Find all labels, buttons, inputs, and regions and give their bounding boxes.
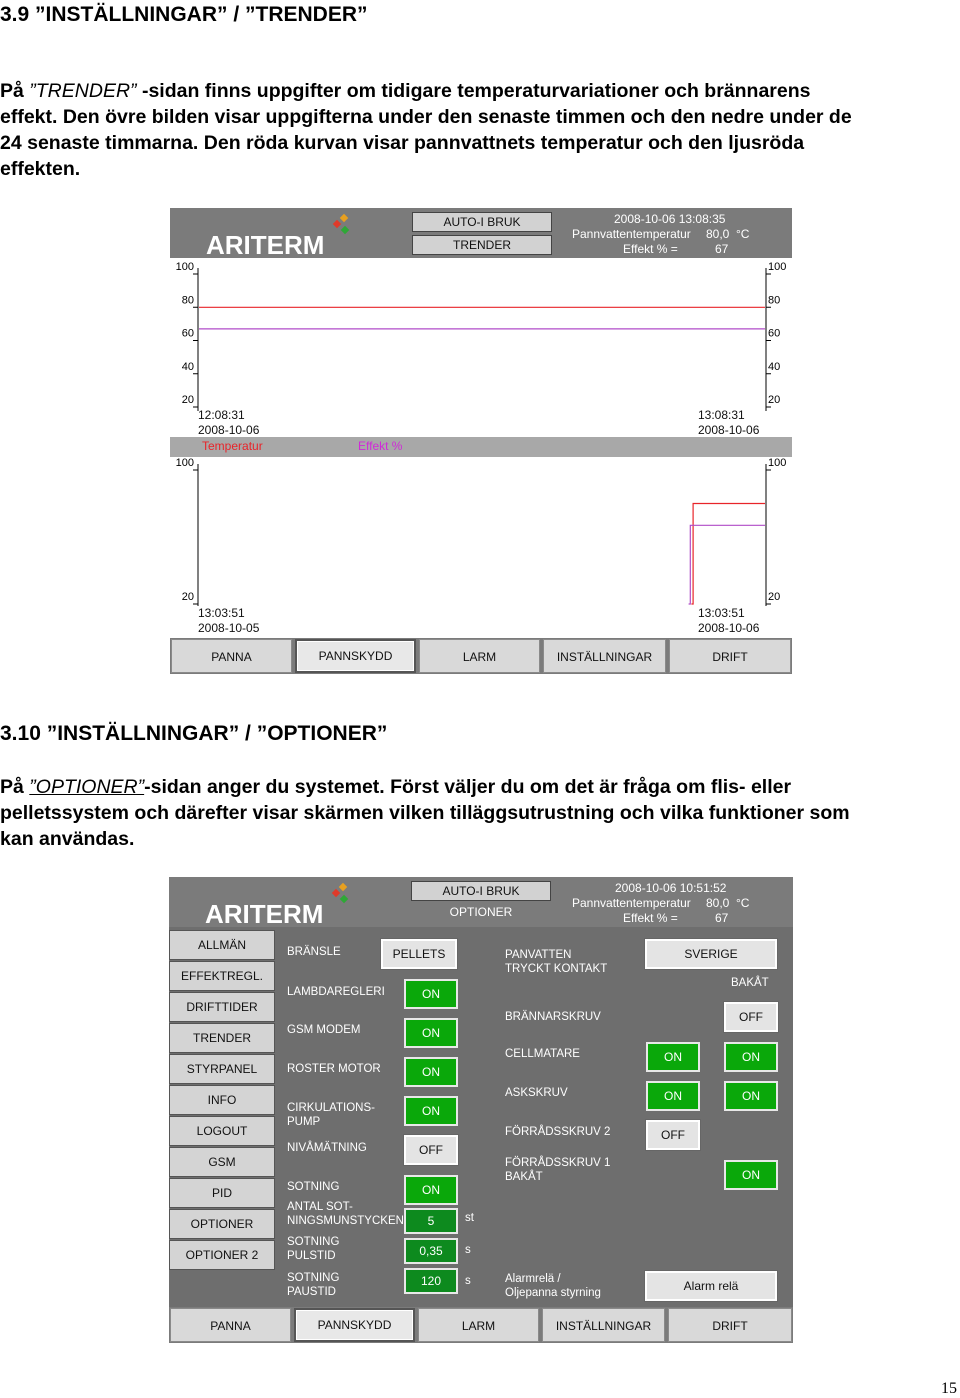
label-askskruv: ASKSKRUV <box>505 1087 568 1099</box>
header-datetime: 2008-10-06 13:08:35 <box>614 212 726 226</box>
sotning-toggle[interactable]: ON <box>404 1175 458 1205</box>
antal-unit: st <box>465 1212 474 1224</box>
lambdaregleri-toggle[interactable]: ON <box>404 979 458 1009</box>
pulstid-input[interactable]: 0,35 <box>404 1238 458 1264</box>
header-effect-label: Effekt % = <box>623 911 678 925</box>
cellmatare-toggle-2[interactable]: ON <box>724 1042 778 1072</box>
nav-panna[interactable]: PANNA <box>171 639 292 673</box>
paragraph-trender-line1 <box>0 78 810 104</box>
label-sotning: SOTNING <box>287 1181 340 1193</box>
menu-info[interactable]: INFO <box>169 1085 275 1115</box>
cirkulationspump-toggle[interactable]: ON <box>404 1096 458 1126</box>
section-heading-trender: 3.9 ”INSTÄLLNINGAR” / ”TRENDER” <box>0 3 368 26</box>
gsm-modem-toggle[interactable]: ON <box>404 1018 458 1048</box>
screen-header <box>169 877 793 927</box>
label-forradsskruv-1-bakat: FÖRRÅDSSKRUV 1 BAKÅT <box>505 1157 611 1183</box>
label-cellmatare: CELLMATARE <box>505 1048 580 1060</box>
screen-header <box>170 208 792 258</box>
optioner-screen <box>169 877 793 1343</box>
label-panvatten-tryckt-kontakt: PANVATTEN TRYCKT KONTAKT <box>505 949 608 975</box>
legend-temperature: Temperatur <box>202 439 263 453</box>
menu-effektregl[interactable]: EFFEKTREGL. <box>169 961 275 991</box>
header-temp-value: 80,0 <box>706 896 730 910</box>
para-rest: -sidan finns uppgifter om tidigare temperaturvariationer och brännarens <box>136 80 811 102</box>
para-pre: På <box>0 80 30 102</box>
series-line-effekt <box>689 525 765 604</box>
tick-label-right: 20 <box>768 591 781 603</box>
header-effect-label: Effekt % = <box>623 242 678 256</box>
roster-motor-toggle[interactable]: ON <box>404 1057 458 1087</box>
para-rest: -sidan anger du systemet. Först väljer du om det är fråga om flis- eller <box>144 776 792 798</box>
label-bakat: BAKÅT <box>731 977 769 989</box>
askskruv-toggle-2[interactable]: ON <box>724 1081 778 1111</box>
menu-trender[interactable]: TRENDER <box>169 1023 275 1053</box>
upper-start-time: 12:08:31 <box>198 408 245 422</box>
header-effect-value: 67 <box>715 242 729 256</box>
forradsskruv-1-bakat-toggle[interactable]: ON <box>724 1160 778 1190</box>
label-brannarskruv: BRÄNNARSKRUV <box>505 1011 601 1023</box>
tick-label-left: 40 <box>181 360 194 373</box>
cellmatare-toggle-1[interactable]: ON <box>646 1042 700 1072</box>
label-lambdaregleri: LAMBDAREGLERI <box>287 986 385 998</box>
paragraph-optioner-line3: kan användas. <box>0 828 135 850</box>
header-temp-unit: °C <box>736 227 750 241</box>
brannarskruv-bakat-toggle[interactable]: OFF <box>724 1002 778 1032</box>
paragraph-trender-line3: 24 senaste timmarna. Den röda kurvan visar pannvattnets temperatur och den ljusröda <box>0 132 805 154</box>
nav-drift[interactable]: DRIFT <box>669 639 791 673</box>
label-bransle: BRÄNSLE <box>287 946 341 958</box>
paragraph-trender-line4: effekten. <box>0 158 81 180</box>
paragraph-optioner-line2: pelletssystem och därefter visar skärmen vilken tilläggsutrustning och vilka funktioner som <box>0 802 850 824</box>
label-sotning-paustid: SOTNING PAUSTID <box>287 1272 340 1298</box>
label-sotning-pulstid: SOTNING PULSTID <box>287 1236 340 1262</box>
status-box: AUTO-I BRUK <box>412 212 552 232</box>
paustid-input[interactable]: 120 <box>404 1268 458 1294</box>
header-temp-value: 80,0 <box>706 227 730 241</box>
nav-pannskydd[interactable]: PANNSKYDD <box>294 1308 415 1342</box>
ariterm-logo: ARITERM <box>206 230 325 260</box>
label-nivamatning: NIVÅMÄTNING <box>287 1142 367 1154</box>
page-title-box: OPTIONER <box>411 902 551 922</box>
nav-drift[interactable]: DRIFT <box>668 1308 792 1342</box>
paragraph-trender-line2: effekt. Den övre bilden visar uppgifterna under den senaste timmen och den nedre under de <box>0 106 852 128</box>
nav-pannskydd[interactable]: PANNSKYDD <box>295 639 416 673</box>
series-line-temperatur <box>691 504 765 605</box>
ariterm-logo: ARITERM <box>205 899 324 929</box>
header-datetime: 2008-10-06 10:51:52 <box>615 881 727 895</box>
label-antal-sotningsmunstycken: ANTAL SOT- NINGSMUNSTYCKEN <box>287 1201 404 1227</box>
tick-label-right: 40 <box>768 360 781 373</box>
page-number: 15 <box>941 1380 957 1397</box>
askskruv-toggle-1[interactable]: ON <box>646 1081 700 1111</box>
land-button[interactable]: SVERIGE <box>645 939 777 969</box>
bottom-nav <box>169 1307 793 1343</box>
menu-drifttider[interactable]: DRIFTTIDER <box>169 992 275 1022</box>
tick-label-right: 60 <box>768 327 781 340</box>
menu-logout[interactable]: LOGOUT <box>169 1116 275 1146</box>
para-pre: På <box>0 776 30 798</box>
nivamatning-toggle[interactable]: OFF <box>404 1135 458 1165</box>
upper-start-date: 2008-10-06 <box>198 423 260 437</box>
tick-label-right: 80 <box>768 294 781 307</box>
tick-label-right: 20 <box>768 394 781 406</box>
trender-screen <box>170 208 792 674</box>
nav-larm[interactable]: LARM <box>419 639 540 673</box>
trender-reference: ”TRENDER” <box>29 80 137 102</box>
header-temp-label: Pannvattentemperatur <box>572 227 691 241</box>
legend-bar <box>170 437 792 457</box>
tick-label-left: 100 <box>175 458 194 469</box>
tick-label-left: 20 <box>181 394 194 406</box>
lower-trend-chart <box>170 458 792 606</box>
tick-label-left: 100 <box>175 261 194 273</box>
lower-end-time: 13:03:51 <box>698 606 745 620</box>
upper-end-date: 2008-10-06 <box>698 423 760 437</box>
ariterm-logo-icon <box>330 211 352 241</box>
menu-pid[interactable]: PID <box>169 1178 275 1208</box>
tick-label-right: 100 <box>768 458 787 469</box>
upper-end-time: 13:08:31 <box>698 408 745 422</box>
menu-optioner-2[interactable]: OPTIONER 2 <box>169 1240 275 1270</box>
menu-allman[interactable]: ALLMÄN <box>169 930 275 960</box>
header-temp-unit: °C <box>736 896 750 910</box>
lower-start-time: 13:03:51 <box>198 606 245 620</box>
ariterm-logo-icon <box>329 880 351 910</box>
alarm-rela-button[interactable]: Alarm relä <box>645 1271 777 1301</box>
label-roster-motor: ROSTER MOTOR <box>287 1063 381 1075</box>
optioner-reference: ”OPTIONER” <box>29 776 145 798</box>
bransle-button[interactable]: PELLETS <box>381 939 457 969</box>
page-title-box: TRENDER <box>412 235 552 255</box>
label-forradsskruv-2: FÖRRÅDSSKRUV 2 <box>505 1126 611 1138</box>
nav-installningar[interactable]: INSTÄLLNINGAR <box>543 639 666 673</box>
lower-end-date: 2008-10-06 <box>698 621 760 635</box>
nav-panna[interactable]: PANNA <box>170 1308 291 1342</box>
tick-label-left: 20 <box>181 591 194 603</box>
paragraph-optioner-line1 <box>0 774 791 800</box>
section-heading-optioner: 3.10 ”INSTÄLLNINGAR” / ”OPTIONER” <box>0 722 388 745</box>
label-alarmrela: Alarmrelä / Oljepanna styrning <box>505 1273 601 1299</box>
bottom-nav <box>170 638 792 674</box>
status-box: AUTO-I BRUK <box>411 881 551 901</box>
antal-munstycken-input[interactable]: 5 <box>404 1208 458 1234</box>
label-cirkulationspump: CIRKULATIONS- PUMP <box>287 1102 375 1128</box>
tick-label-left: 60 <box>181 327 194 340</box>
header-effect-value: 67 <box>715 911 729 925</box>
menu-styrpanel[interactable]: STYRPANEL <box>169 1054 275 1084</box>
legend-effect: Effekt % <box>358 439 403 453</box>
menu-optioner[interactable]: OPTIONER <box>169 1209 275 1239</box>
tick-label-right: 100 <box>768 261 787 273</box>
lower-start-date: 2008-10-05 <box>198 621 260 635</box>
label-gsm-modem: GSM MODEM <box>287 1024 361 1036</box>
nav-installningar[interactable]: INSTÄLLNINGAR <box>542 1308 665 1342</box>
forradsskruv-2-toggle[interactable]: OFF <box>646 1120 700 1150</box>
header-temp-label: Pannvattentemperatur <box>572 896 691 910</box>
tick-label-left: 80 <box>181 294 194 307</box>
pulstid-unit: s <box>465 1244 471 1256</box>
nav-larm[interactable]: LARM <box>418 1308 539 1342</box>
paustid-unit: s <box>465 1275 471 1287</box>
menu-gsm[interactable]: GSM <box>169 1147 275 1177</box>
